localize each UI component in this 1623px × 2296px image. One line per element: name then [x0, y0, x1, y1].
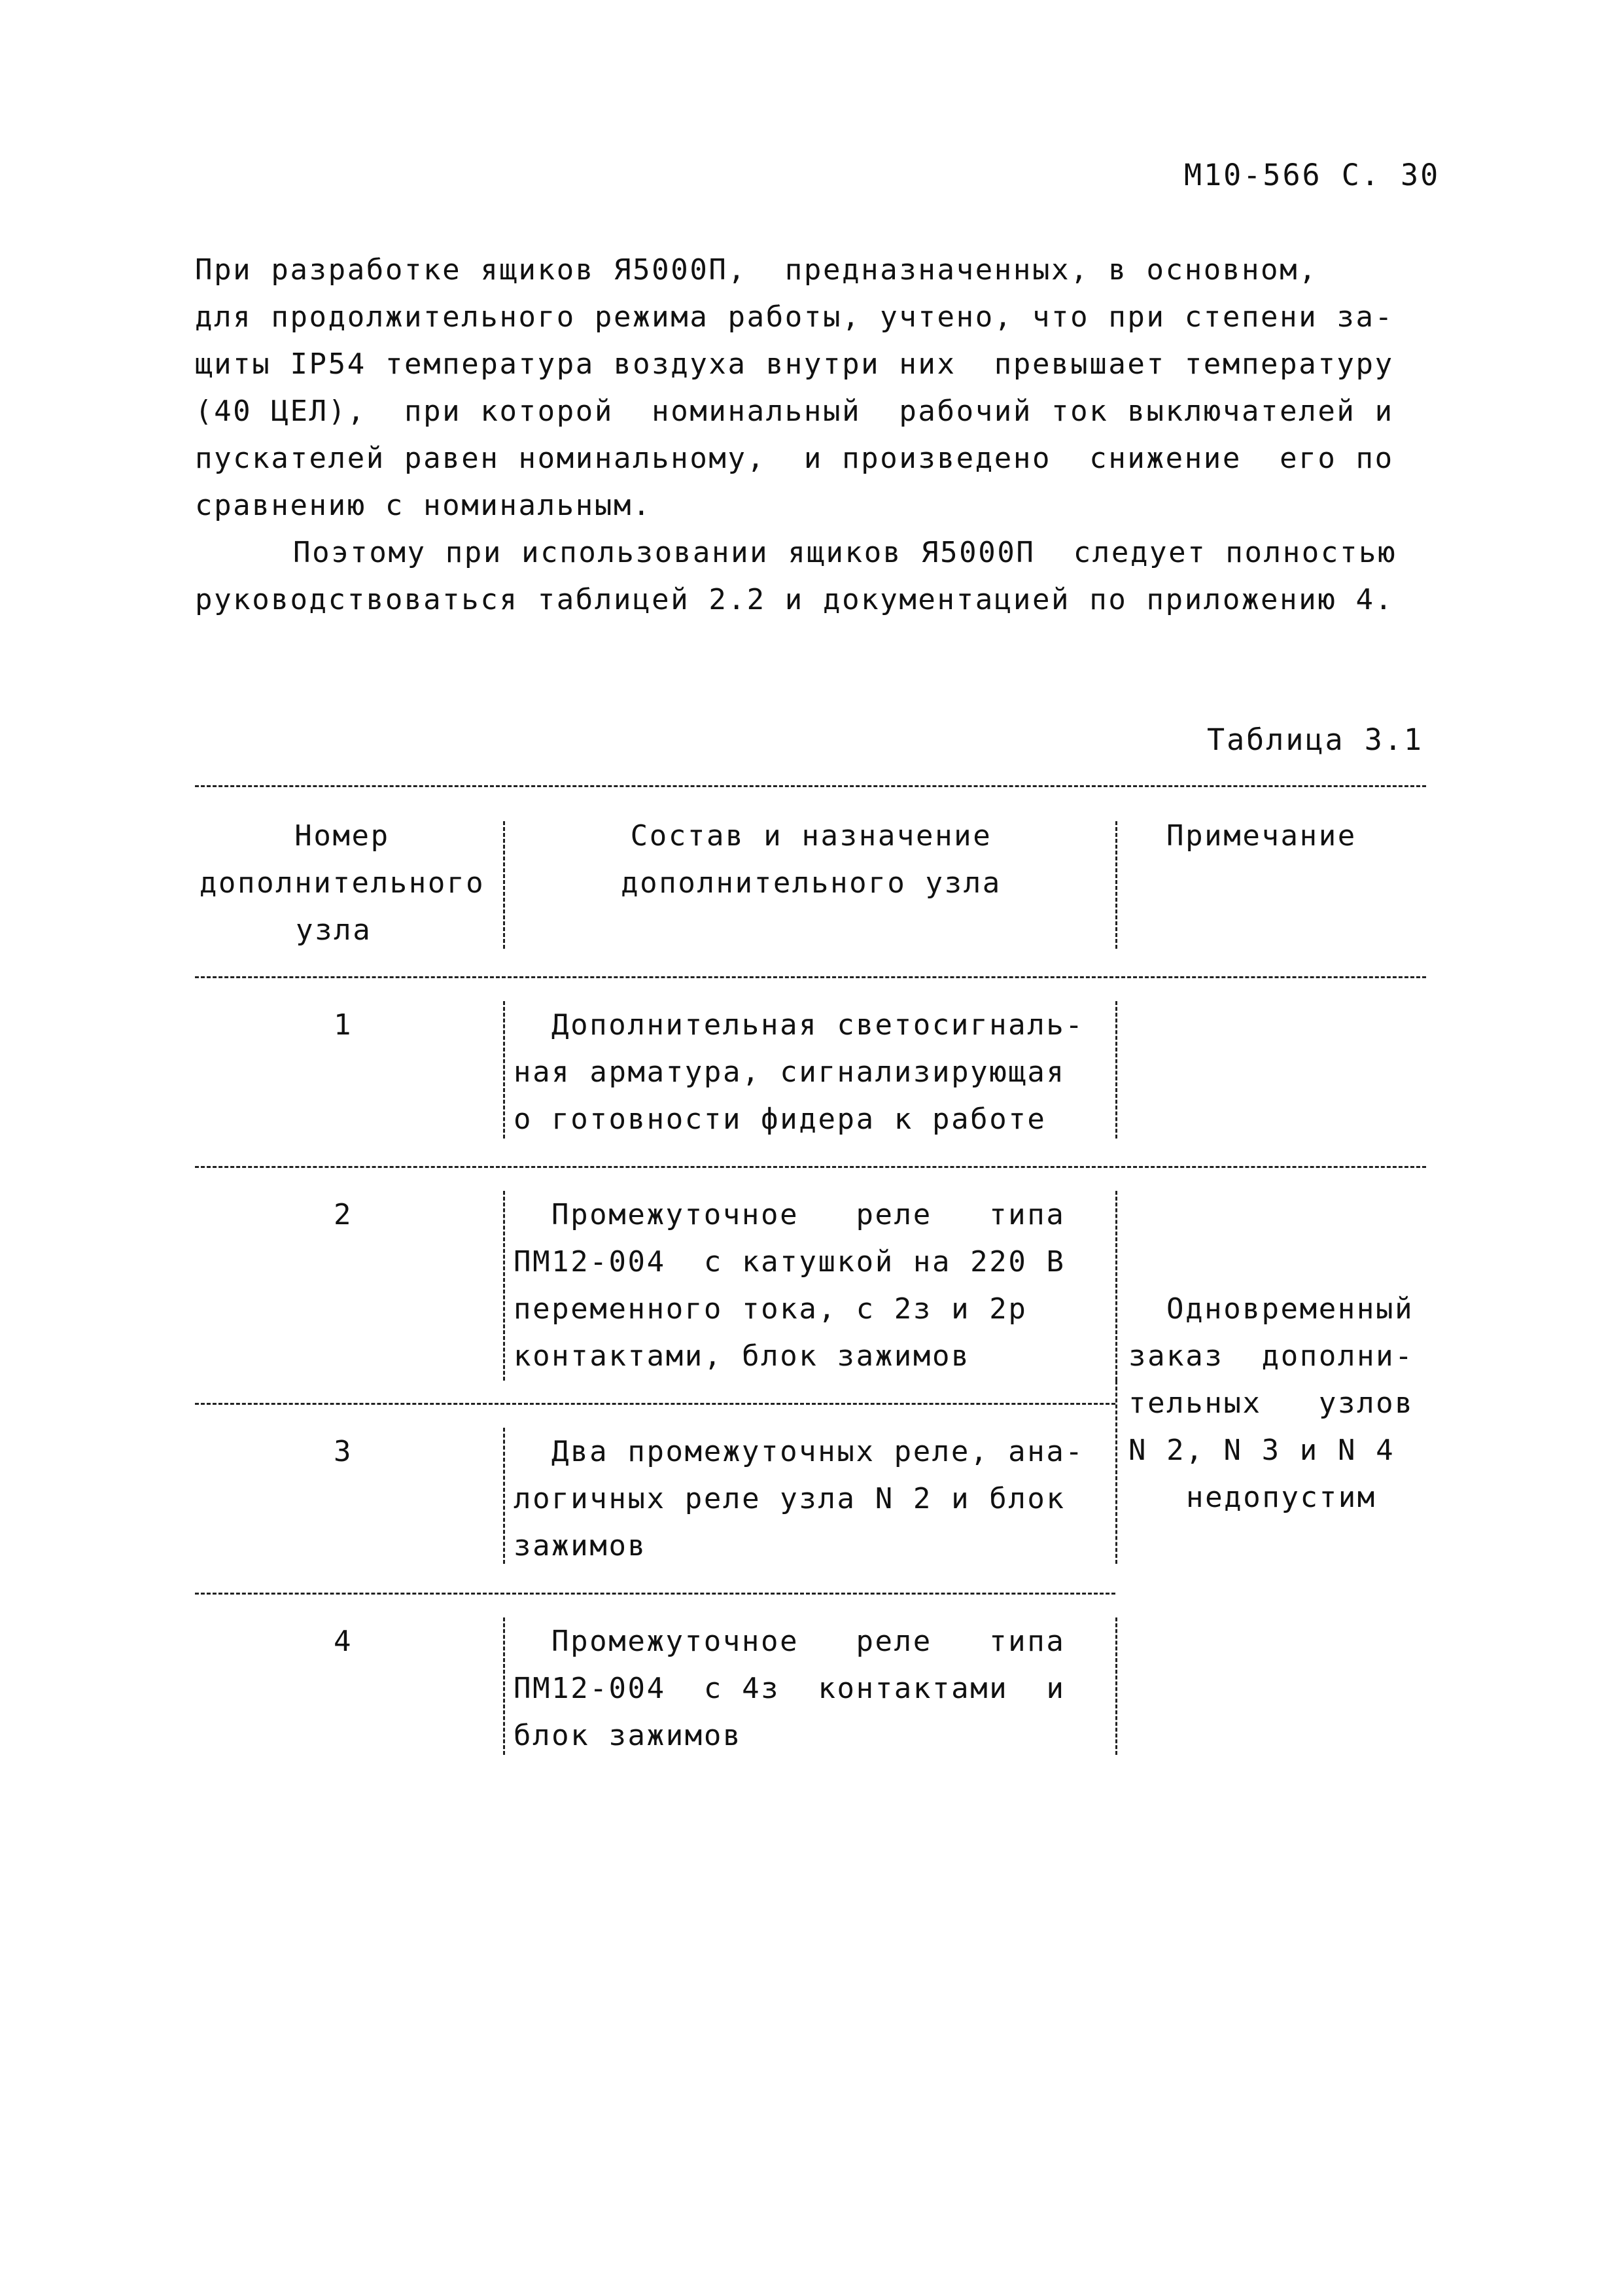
col-separator: [1115, 1381, 1117, 1564]
row-num: 2: [334, 1198, 353, 1231]
row-desc-line: ПМ12-004 с 4з контактами и: [514, 1672, 1066, 1705]
row-desc-line: Два промежуточных реле, ана-: [551, 1435, 1085, 1468]
row-desc-line: Промежуточное реле типа: [551, 1625, 1066, 1658]
header-desc-line: дополнительного узла: [621, 866, 1002, 900]
note-line: недопустим: [1186, 1481, 1376, 1514]
row-desc-line: контактами, блок зажимов: [514, 1339, 971, 1373]
header-note: Примечание: [1166, 819, 1357, 853]
paragraph-line: руководствоваться таблицей 2.2 и документацией по приложению 4.: [195, 583, 1394, 616]
paragraph-line: При разработке ящиков Я5000П, предназначенных, в основном,: [195, 253, 1318, 287]
col-separator: [503, 821, 505, 949]
paragraph-line: для продолжительного режима работы, учтено, что при степени за-: [195, 300, 1394, 334]
paragraph-line: щиты IP54 температура воздуха внутри них превышает температуру: [195, 347, 1394, 381]
row-rule: [195, 1593, 1115, 1595]
col-separator: [503, 1001, 505, 1139]
col-separator: [1115, 1191, 1117, 1381]
col-separator: [503, 1428, 505, 1564]
row-desc-line: Дополнительная светосигналь-: [551, 1008, 1085, 1042]
row-desc-line: ная арматура, сигнализирующая: [514, 1055, 1066, 1089]
paragraph-line: пускателей равен номинальному, и произведено снижение его по: [195, 442, 1394, 475]
row-desc-line: зажимов: [514, 1529, 647, 1563]
col-separator: [1115, 1617, 1117, 1755]
row-desc-line: логичных реле узла N 2 и блок: [514, 1482, 1066, 1515]
header-num-line: узла: [296, 913, 372, 947]
row-desc-line: ПМ12-004 с катушкой на 220 В: [514, 1245, 1066, 1279]
row-rule: [195, 1403, 1115, 1405]
row-desc-line: блок зажимов: [514, 1719, 742, 1752]
header-desc-line: Состав и назначение: [630, 819, 992, 853]
note-line: тельных узлов: [1128, 1386, 1414, 1420]
table-caption: Таблица 3.1: [1207, 722, 1424, 757]
paragraph-line: сравнению с номинальным.: [195, 489, 652, 522]
note-line: Одновременный: [1166, 1292, 1414, 1326]
row-num: 1: [334, 1008, 353, 1042]
note-line: N 2, N 3 и N 4: [1128, 1434, 1395, 1467]
col-separator: [503, 1617, 505, 1755]
col-separator: [1115, 821, 1117, 949]
row-desc-line: переменного тока, с 2з и 2р: [514, 1292, 1028, 1326]
row-num: 3: [334, 1435, 353, 1468]
row-desc-line: Промежуточное реле типа: [551, 1198, 1066, 1231]
table-header-rule: [195, 976, 1426, 978]
paragraph-line: (40 ЦЕЛ), при которой номинальный рабочий ток выключателей и: [195, 395, 1394, 428]
row-num: 4: [334, 1625, 353, 1658]
paragraph-line: Поэтому при использовании ящиков Я5000П следует полностью: [293, 536, 1397, 569]
header-num-line: дополнительного: [199, 866, 485, 900]
note-line: заказ дополни-: [1128, 1339, 1414, 1373]
table-top-rule: [195, 785, 1426, 787]
col-separator: [1115, 1001, 1117, 1139]
header-num-line: Номер: [294, 819, 390, 853]
col-separator: [503, 1191, 505, 1381]
page-reference: М10-566 С. 30: [1184, 158, 1440, 192]
row-desc-line: о готовности фидера к работе: [514, 1103, 1047, 1136]
row-rule: [195, 1166, 1426, 1168]
